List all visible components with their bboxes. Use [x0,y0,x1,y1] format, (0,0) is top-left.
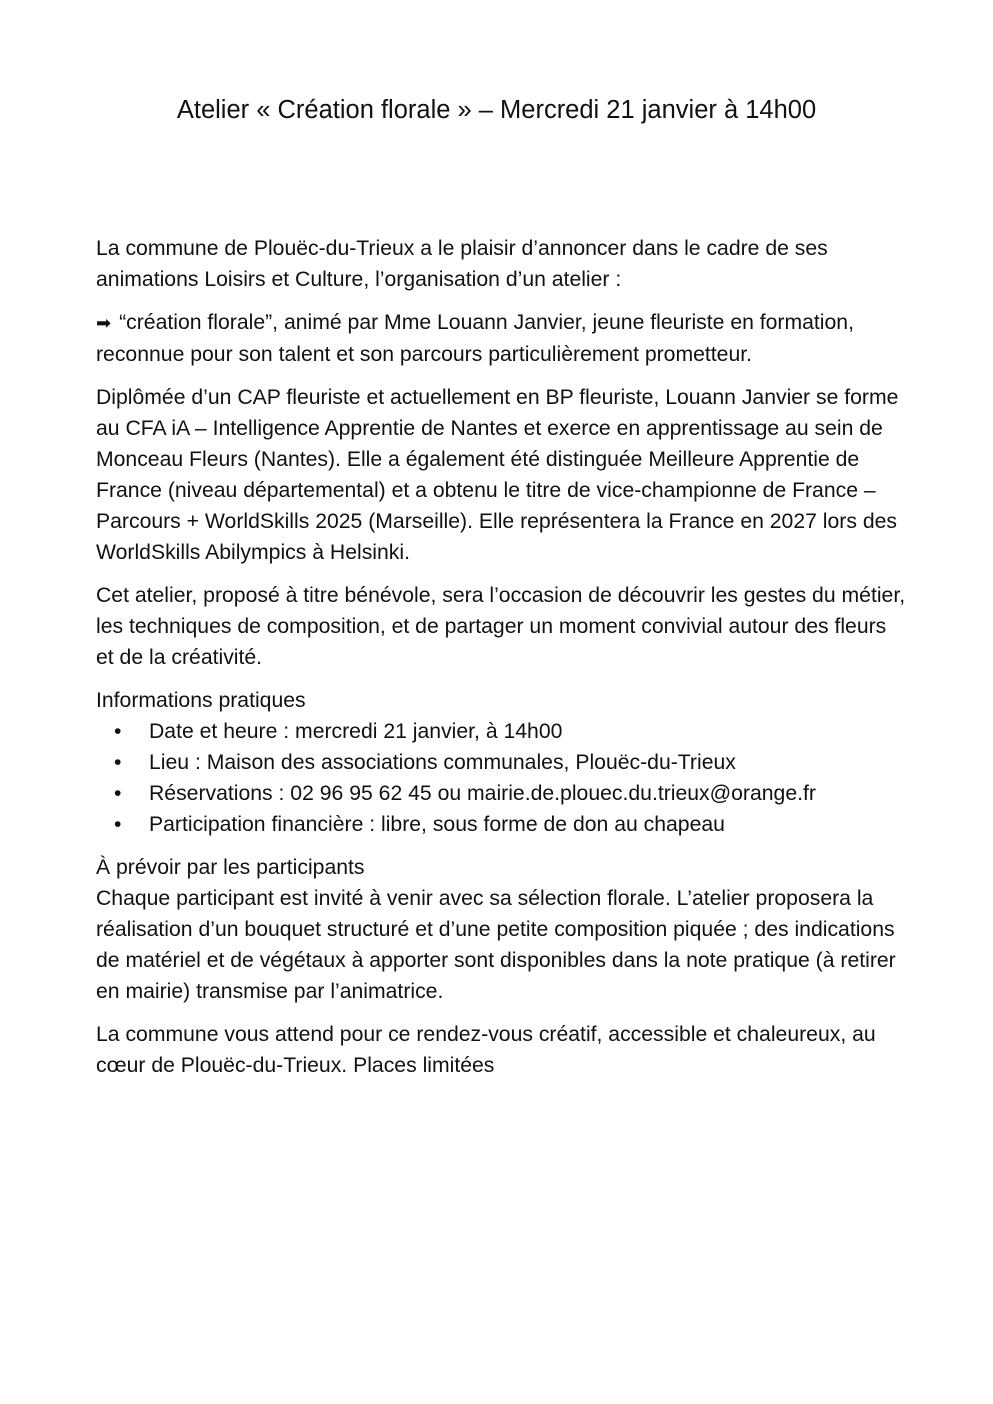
bullet-icon: • [114,751,122,774]
document-title: Atelier « Création florale » – Mercredi 21 janvier à 14h00 [176,96,817,124]
practical-info-heading: Informations pratiques [96,689,306,712]
list-item-text: Réservations : 02 96 95 62 45 ou mairie.de.plouec.du.trieux@orange.fr [149,782,816,805]
list-item-text: Participation financière : libre, sous forme de don au chapeau [149,813,725,836]
arrow-right-icon: ➡ [96,313,112,333]
description-paragraph: Cet atelier, proposé à titre bénévole, sera l’occasion de découvrir les gestes du métier, les techniques de composition, et de partager un moment convivial autour des fleurs et de la créativité. [96,584,906,669]
practical-info-list [96,716,906,840]
bullet-icon: • [114,813,122,836]
bio-paragraph: Diplômée d’un CAP fleuriste et actuellement en BP fleuriste, Louann Janvier se forme au CFA iA – Intelligence Apprentie de Nantes et exerce en apprentissage au sein de Monceau Fleurs (Nantes). Elle a également été distinguée Meilleure Apprentie de France (niveau départemental) et a obtenu le titre de vice-championne de France – Parcours + WorldSkills 2025 (Marseille). Elle représentera la France en 2027 lors des WorldSkills Abilympics à Helsinki. [96,386,899,564]
list-item [96,778,906,809]
highlight-paragraph [96,307,906,370]
closing-paragraph: La commune vous attend pour ce rendez-vous créatif, accessible et chaleureux, au cœur de Plouëc-du-Trieux. Places limitées [96,1023,876,1077]
list-item-text: Date et heure : mercredi 21 janvier, à 14h00 [149,720,563,743]
list-item-text: Lieu : Maison des associations communales, Plouëc-du-Trieux [149,751,736,774]
list-item [96,747,906,778]
bullet-icon: • [114,782,122,805]
bullet-icon: • [114,720,122,743]
highlight-text: “création florale”, animé par Mme Louann Janvier, jeune fleuriste en formation, reconnue pour son talent et son parcours particulièrement prometteur. [96,311,854,366]
document-body [96,233,906,1093]
intro-paragraph: La commune de Plouëc-du-Trieux a le plaisir d’annoncer dans le cadre de ses animations Loisirs et Culture, l’organisation d’un atelier : [96,237,828,291]
preparation-paragraph: Chaque participant est invité à venir avec sa sélection florale. L’atelier proposera la réalisation d’un bouquet structuré et d’une petite composition piquée ; des indications de matériel et de végétaux à apporter sont disponibles dans la note pratique (à retirer en mairie) transmise par l’animatrice. [96,887,896,1003]
list-item [96,809,906,840]
list-item [96,716,906,747]
preparation-heading: À prévoir par les participants [96,856,365,879]
